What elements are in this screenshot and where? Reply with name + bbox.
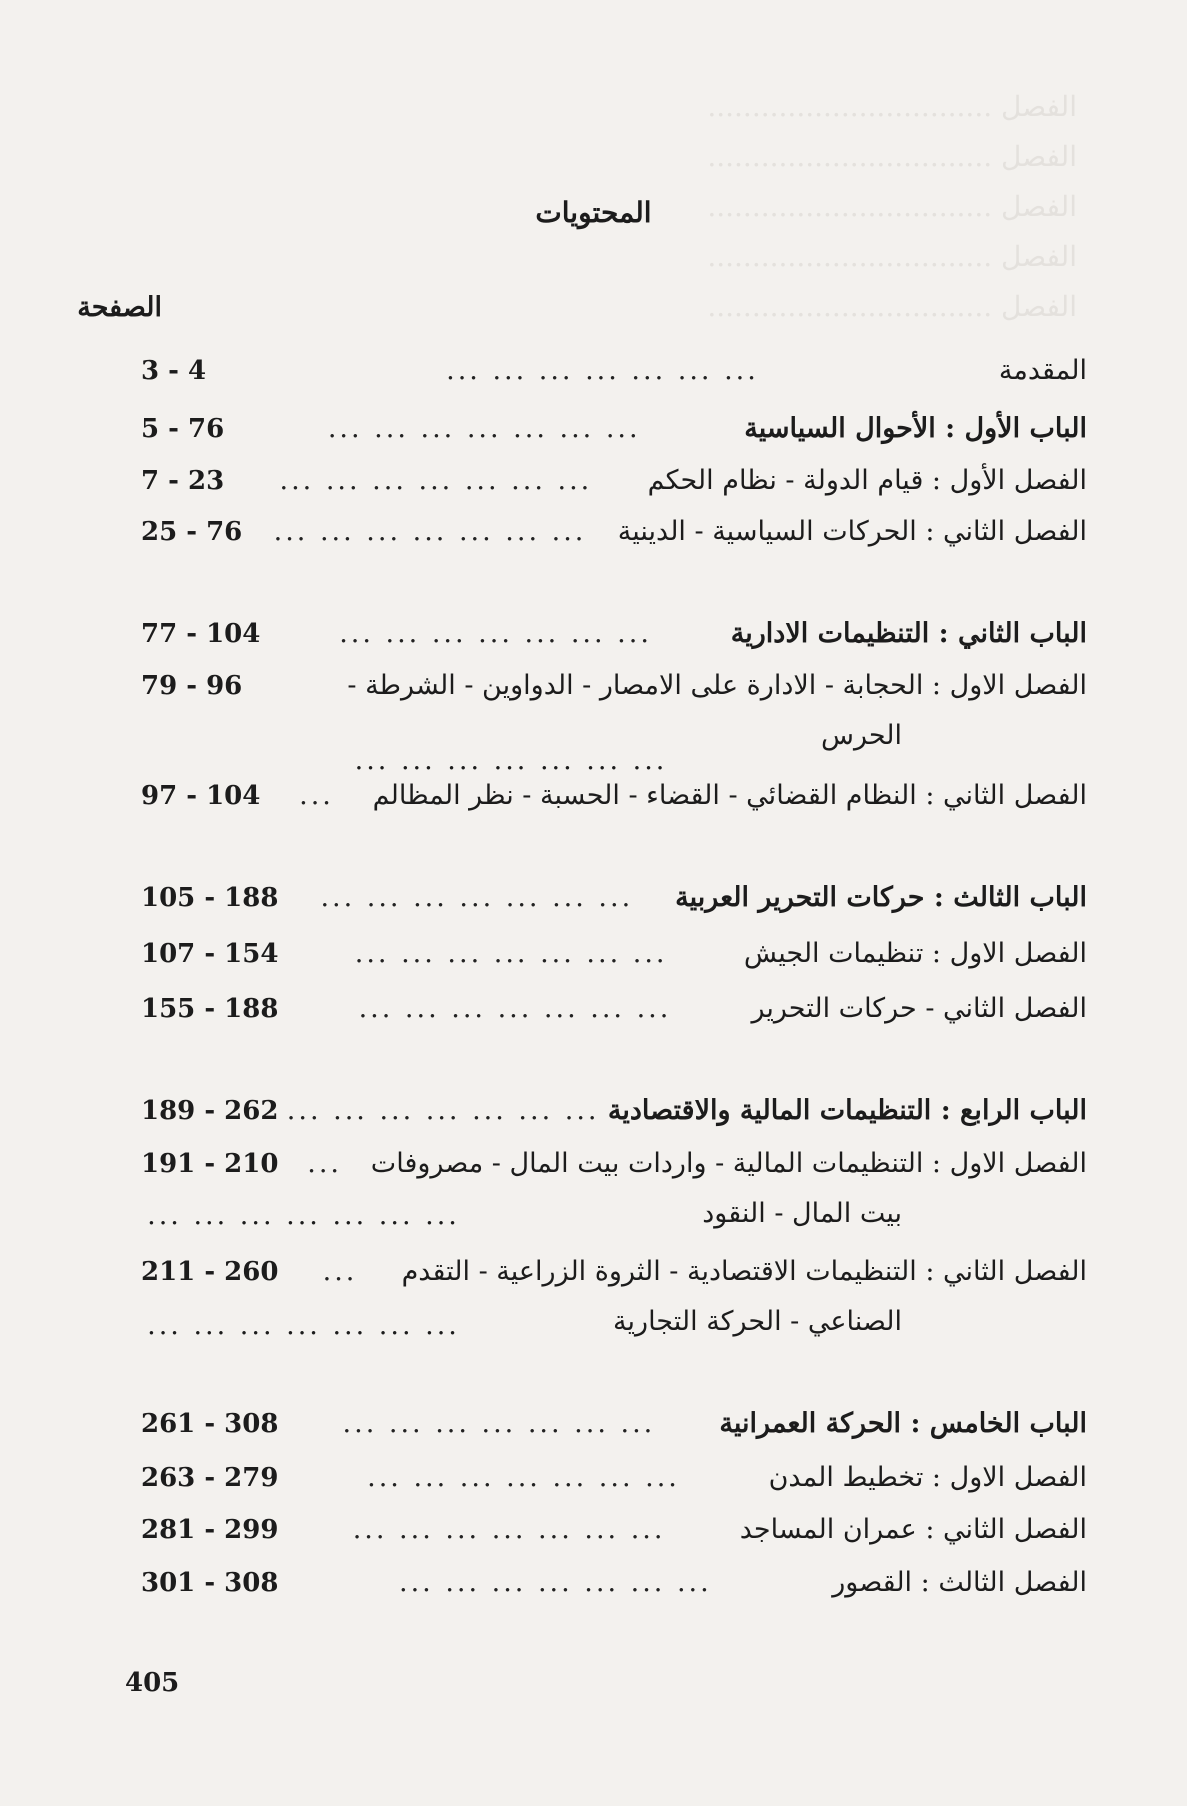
- toc-entry-pages: 97 - 104: [141, 781, 261, 811]
- toc-entry[interactable]: [137, 1462, 1087, 1493]
- toc-entry-pages: 105 - 188: [141, 883, 279, 913]
- toc-entry-label: الفصل الثاني : عمران المساجد: [739, 1514, 1087, 1545]
- toc-entry-label: الفصل الثاني : التنظيمات الاقتصادية - الثروة الزراعية - التقدم: [401, 1256, 1087, 1287]
- show-through-text: الفصل ................................: [707, 290, 1077, 323]
- toc-entry-label: الفصل الأول : قيام الدولة - نظام الحكم: [647, 465, 1087, 496]
- toc-entry-label: الباب الخامس : الحركة العمرانية: [719, 1408, 1087, 1439]
- toc-entry-pages: 79 - 96: [141, 671, 243, 701]
- show-through-text: الفصل ................................: [707, 90, 1077, 123]
- toc-entry-pages: 155 - 188: [141, 994, 279, 1024]
- toc-entry-label: الفصل الثاني : النظام القضائي - القضاء - الحسبة - نظر المظالم: [372, 780, 1087, 811]
- toc-entry-label: الفصل الاول : الحجابة - الادارة على الامصار - الدواوين - الشرطة -: [347, 670, 1087, 701]
- toc-entry-label: الفصل الثالث : القصور: [832, 1567, 1087, 1598]
- toc-leader: ... ... ... ... ... ... ...: [342, 1408, 656, 1439]
- toc-entry[interactable]: [137, 1514, 1087, 1545]
- toc-leader: ...: [299, 780, 334, 811]
- show-through-text: الفصل ................................: [707, 240, 1077, 273]
- toc-leader: ...: [322, 1256, 358, 1287]
- toc-entry-label: الفصل الاول : التنظيمات المالية - واردات بيت المال - مصروفات: [370, 1148, 1087, 1179]
- toc-entry-pages: 3 - 4: [141, 356, 207, 386]
- toc-entry[interactable]: [137, 1095, 1087, 1126]
- toc-leader: ... ... ... ... ... ... ...: [354, 745, 668, 776]
- toc-entry-pages: 211 - 260: [141, 1257, 279, 1287]
- show-through-text: الفصل ................................: [707, 190, 1077, 223]
- toc-leader: ... ... ... ... ... ... ...: [286, 1095, 600, 1126]
- toc-leader: ...: [307, 1148, 342, 1179]
- toc-entry[interactable]: [137, 413, 1087, 444]
- toc-entry-label: الباب الأول : الأحوال السياسية: [744, 413, 1087, 444]
- toc-entry-pages: 107 - 154: [141, 939, 279, 969]
- toc-entry-continuation: بيت المال - النقود: [702, 1198, 902, 1229]
- toc-entry-pages: 261 - 308: [141, 1409, 279, 1439]
- toc-entry-label: الفصل الثاني - حركات التحرير: [751, 993, 1087, 1024]
- toc-leader: ... ... ... ... ... ... ...: [339, 618, 652, 649]
- toc-leader: ... ... ... ... ... ... ...: [352, 1514, 666, 1545]
- toc-entry[interactable]: [137, 618, 1087, 649]
- toc-entry-pages: 301 - 308: [141, 1568, 279, 1598]
- toc-entry-pages: 191 - 210: [141, 1149, 279, 1179]
- toc-entry-label: الباب الثاني : التنظيمات الادارية: [730, 618, 1087, 649]
- toc-entry-label: الفصل الاول : تنظيمات الجيش: [743, 938, 1087, 969]
- toc-leader: ... ... ... ... ... ... ...: [327, 413, 641, 444]
- toc-entry[interactable]: [137, 1148, 1087, 1179]
- toc-entry[interactable]: [137, 355, 1087, 386]
- toc-entry-label: الباب الرابع : التنظيمات المالية والاقتصادية: [607, 1095, 1087, 1126]
- toc-leader: ... ... ... ... ... ... ...: [279, 465, 593, 496]
- toc-entry[interactable]: [137, 465, 1087, 496]
- show-through-text: الفصل ................................: [707, 140, 1077, 173]
- toc-leader: ... ... ... ... ... ... ...: [273, 516, 587, 547]
- page-column-label: الصفحة: [77, 292, 162, 323]
- toc-leader: ... ... ... ... ... ... ...: [446, 355, 759, 386]
- toc-entry-pages: 263 - 279: [141, 1463, 279, 1493]
- toc-entry-pages: 77 - 104: [141, 619, 261, 649]
- toc-entry[interactable]: [137, 1408, 1087, 1439]
- page-number: 405: [125, 1668, 180, 1698]
- toc-entry[interactable]: [137, 1256, 1087, 1287]
- toc-entry[interactable]: [137, 938, 1087, 969]
- toc-entry-label: الفصل الاول : تخطيط المدن: [768, 1462, 1087, 1493]
- toc-leader: ... ... ... ... ... ... ...: [367, 1462, 680, 1493]
- toc-leader: ... ... ... ... ... ... ...: [398, 1567, 712, 1598]
- toc-leader: ... ... ... ... ... ... ...: [320, 882, 634, 913]
- toc-entry-continuation: الحرس: [820, 720, 902, 751]
- toc-leader: ... ... ... ... ... ... ...: [147, 1310, 460, 1341]
- toc-entry[interactable]: [137, 670, 1087, 701]
- toc-entry-pages: 25 - 76: [141, 517, 243, 547]
- toc-entry[interactable]: [137, 780, 1087, 811]
- toc-entry-pages: 189 - 262: [141, 1096, 279, 1126]
- toc-entry-label: الباب الثالث : حركات التحرير العربية: [675, 882, 1087, 913]
- page-title: المحتويات: [535, 196, 652, 229]
- toc-leader: ... ... ... ... ... ... ...: [358, 993, 672, 1024]
- toc-leader: ... ... ... ... ... ... ...: [147, 1200, 460, 1231]
- toc-entry-pages: 281 - 299: [141, 1515, 279, 1545]
- toc-entry[interactable]: [137, 993, 1087, 1024]
- toc-entry-pages: 7 - 23: [141, 466, 225, 496]
- toc-entry[interactable]: [137, 1567, 1087, 1598]
- toc-entry[interactable]: [137, 882, 1087, 913]
- toc-entry[interactable]: [137, 516, 1087, 547]
- toc-entry-label: المقدمة: [998, 355, 1087, 386]
- toc-entry-continuation: الصناعي - الحركة التجارية: [613, 1306, 902, 1337]
- toc-leader: ... ... ... ... ... ... ...: [354, 938, 668, 969]
- toc-entry-label: الفصل الثاني : الحركات السياسية - الدينية: [617, 516, 1087, 547]
- toc-entry-pages: 5 - 76: [141, 414, 225, 444]
